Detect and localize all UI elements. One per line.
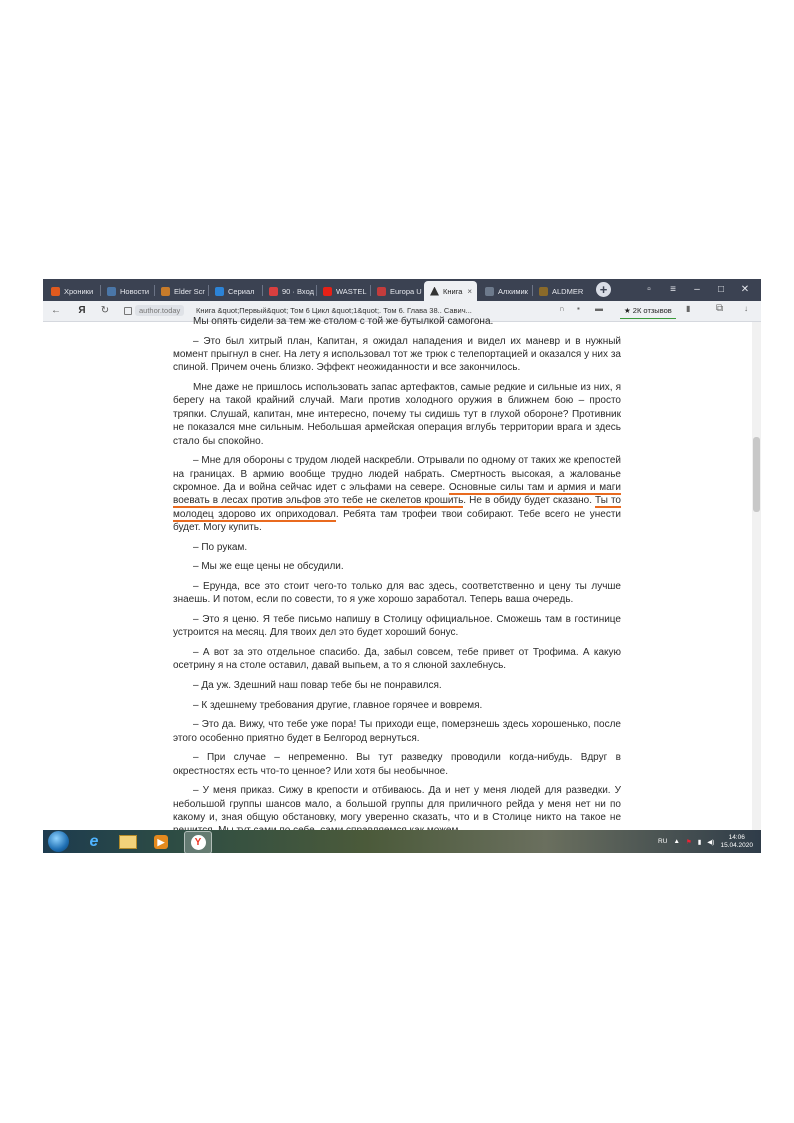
close-tab-icon[interactable]: ×	[467, 286, 472, 296]
mail-icon	[269, 287, 278, 296]
paragraph	[173, 454, 621, 534]
text-span: . Не в обиду будет сказано.	[463, 495, 596, 507]
paragraph: – А вот за это отдельное спасибо. Да, забыл совсем, тебе привет от Трофима. А какую осетрину я на столе оставил, давай выпьем, а то я слюной захлебнусь.	[173, 647, 621, 672]
downloads-icon[interactable]: ⧉	[716, 303, 724, 314]
youtube-icon	[323, 287, 332, 296]
reader-icon[interactable]: ∩	[559, 304, 565, 313]
extension-icon[interactable]: ▪	[577, 304, 580, 313]
back-button[interactable]: ←	[51, 305, 61, 316]
highlighted-text: Основные силы там и армия и маги воевать в лесах против эльфов это тебе не скелетов крошить	[173, 482, 621, 507]
yandex-home-icon[interactable]: Я	[78, 305, 86, 316]
highlighted-text: Ты то молодец здорово их оприходовал	[173, 495, 621, 520]
scrollbar[interactable]	[752, 322, 761, 830]
clock-date: 15.04.2020	[720, 841, 753, 849]
media-player-icon[interactable]: ▶	[148, 831, 174, 852]
tab-favicon-icon	[161, 287, 170, 296]
paragraph: – При случае – непременно. Вы тут разведку проводили когда-нибудь. Вдруг в окрестностях есть что-то ценное? Или хотя бы необычное.	[173, 752, 621, 777]
paragraph: – К здешнему требования другие, главное горячее и вовремя.	[193, 699, 483, 711]
taskbar	[43, 830, 761, 853]
paragraph: – Это я ценю. Я тебе письмо напишу в Столицу официальное. Сможешь там в гостинице устроится на месяц. Для твоих дел это будет хороший бонус.	[173, 614, 621, 639]
paragraph: – Да уж. Здешний наш повар тебе бы не понравился.	[193, 680, 442, 692]
tab-alkhimik[interactable]: Алхимик	[479, 281, 531, 301]
tab-favicon-icon	[51, 287, 60, 296]
scrollbar-thumb[interactable]	[753, 437, 760, 512]
language-indicator[interactable]: RU	[658, 838, 668, 845]
maximize-button[interactable]: □	[717, 284, 725, 295]
tab-elder-scrolls[interactable]: Elder Scr	[155, 281, 207, 301]
page-title[interactable]: Книга &quot;Первый&quot; Том 6 Цикл &quot;1&quot;. Том 6. Глава 38.. Савич...	[196, 306, 472, 315]
close-window-button[interactable]: ✕	[740, 284, 750, 295]
start-button[interactable]	[48, 831, 69, 852]
new-tab-button[interactable]: +	[596, 282, 611, 297]
tab-aldmer[interactable]: ALDMER	[533, 281, 585, 301]
minimize-button[interactable]: –	[694, 284, 700, 295]
paragraph: – По рукам.	[193, 541, 248, 553]
tab-favicon-icon	[377, 287, 386, 296]
tab-youtube[interactable]: WASTEL	[317, 281, 369, 301]
tab-strip	[43, 279, 761, 301]
network-icon[interactable]: ▮	[697, 838, 702, 846]
tab-mail[interactable]: 90 · Вход	[263, 281, 315, 301]
paragraph: – Мы же еще цены не обсудили.	[193, 561, 344, 573]
yandex-browser-taskbar-icon[interactable]: Y	[184, 831, 212, 854]
file-explorer-icon[interactable]	[115, 831, 141, 852]
site-host[interactable]: author.today	[135, 305, 184, 316]
chapter-text	[173, 315, 621, 844]
text-span: – Мне для обороны с трудом людей наскребли. Отрывали по одному от таких же крепостей на границах. В армию вообще трудно людей набрать. Смертность высокая, а жалованье скромное. Да и война сейчас идет с эльфами на севере.	[173, 455, 621, 494]
system-tray	[658, 832, 753, 851]
tab-europa[interactable]: Europa U	[371, 281, 423, 301]
lock-icon	[124, 307, 132, 315]
tab-serial[interactable]: Сериал	[209, 281, 261, 301]
text-span: . Ребята там трофеи твои собирают. Тебе всего не унести будет. Могу купить.	[173, 508, 621, 534]
volume-icon[interactable]: ◀)	[707, 838, 715, 846]
share-icon[interactable]: ▬	[595, 304, 603, 313]
paragraph: Мы опять сидели за тем же столом с той же бутылкой самогона.	[193, 316, 494, 327]
internet-explorer-icon[interactable]: e	[89, 832, 99, 850]
paragraph: – Это был хитрый план, Капитан, я ожидал нападения и видел их маневр и в нужный момент прыгнул в снег. На лету я использовал тот же трюк с телепортацией и оказался у них за спиной. Причем очень близко. Эффект неожиданности и все закончилось.	[173, 335, 621, 374]
download-arrow-icon[interactable]: ↓	[744, 304, 748, 313]
browser-window	[43, 279, 761, 853]
author-today-icon	[430, 287, 439, 296]
reload-icon[interactable]: ↻	[100, 305, 110, 316]
tab-khroniki[interactable]: Хроники	[45, 281, 99, 301]
action-center-flag-icon[interactable]: ⚑	[685, 838, 692, 846]
paragraph: – У меня приказ. Сижу в крепости и отбиваюсь. Да и нет у меня людей для разведки. У небольшой группы шансов мало, а большой группы для приличного рейда у меня нет ни по какому и, зная общую обстановку, могу уверенно сказать, что и в Столице никто на такое не	[173, 785, 621, 824]
tab-vk-news[interactable]: Новости	[101, 281, 153, 301]
page-content	[43, 316, 761, 830]
menu-icon[interactable]: ≡	[670, 284, 676, 295]
tray-expand-icon[interactable]: ▲	[673, 838, 680, 845]
tabs-overview-icon[interactable]: ▫	[647, 284, 651, 295]
vk-icon	[107, 287, 116, 296]
bookmark-icon[interactable]: ▮	[686, 304, 691, 313]
paragraph: Мне даже не пришлось использовать запас артефактов, самые редкие и сильные из них, я берегу на такой крайний случай. Маги против холодного оружия в ближнем бою – просто тряпки. Слушай, капитан, мне интересно, почему ты сидишь тут в глухой обороне? Противник не показался мне сильным. Небольшая армейская операция вглубь территории врага и здесь стало бы спокойно.	[173, 382, 621, 447]
clock[interactable]	[720, 834, 753, 850]
paragraph: – Это да. Вижу, что тебе уже пора! Ты приходи еще, померзнешь здесь хорошенько, после этого особенно приятно будет в Белгород вернуться.	[173, 719, 621, 744]
tab-kniga-active[interactable]: Книга ×	[424, 281, 477, 301]
tab-favicon-icon	[485, 287, 494, 296]
tab-favicon-icon	[539, 287, 548, 296]
tab-favicon-icon	[215, 287, 224, 296]
clock-time: 14:06	[728, 833, 745, 841]
paragraph: – Ерунда, все это стоит чего-то только для вас здесь, соответственно и цену ты лучше знаешь. И потом, если по совести, то я уже хорошо заработал. Теперь ваша очередь.	[173, 581, 621, 606]
reviews-badge[interactable]: ★ 2К отзывов	[620, 303, 676, 319]
